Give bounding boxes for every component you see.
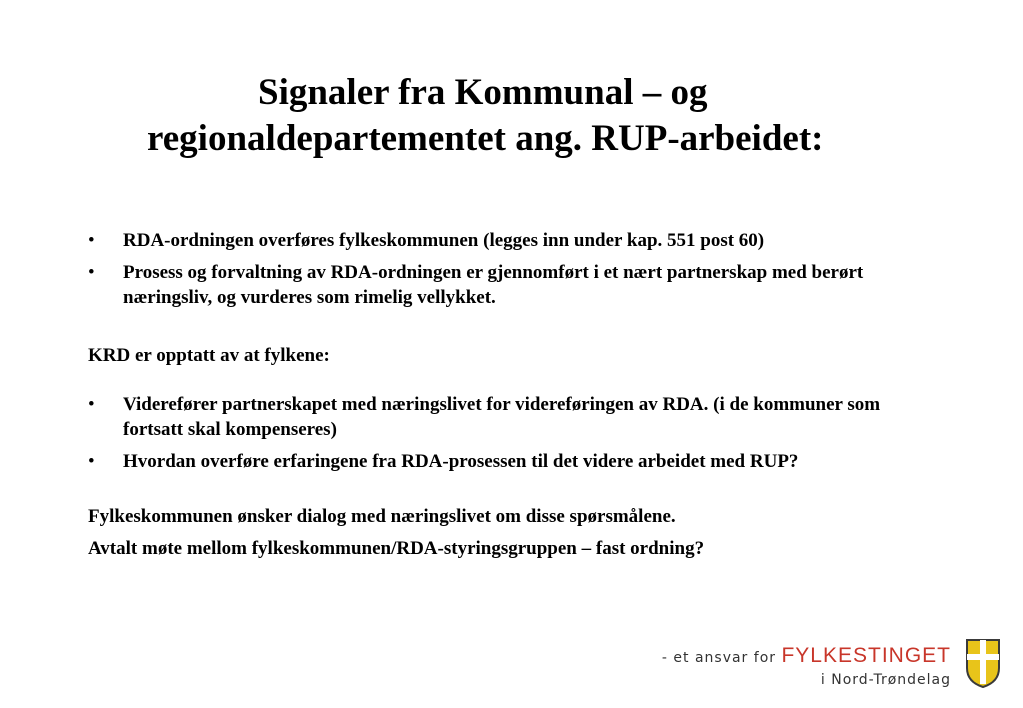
fylkestinget-logo <box>661 638 1011 694</box>
bullet-text: RDA-ordningen overføres fylkeskommunen (legges inn under kap. 551 post 60) <box>123 230 765 251</box>
bullet-list-1 <box>88 228 938 310</box>
bullet-item <box>88 449 938 474</box>
bullet-icon: • <box>88 230 95 251</box>
bullet-icon: • <box>88 262 95 283</box>
bullet-text: Prosess og forvaltning av RDA-ordningen er gjennomført i et nært partnerskap med berørt næringsliv, og vurderes som rimelig vellykket. <box>123 262 864 308</box>
bullet-icon: • <box>88 394 95 415</box>
coat-of-arms-shield-icon <box>965 638 1001 688</box>
logo-tagline <box>662 644 951 668</box>
bullet-text: Viderefører partnerskapet med næringslivet for videreføringen av RDA. (i de kommuner som fortsatt skal kompenseres) <box>123 394 881 440</box>
slide-title <box>0 70 1023 162</box>
krd-paragraph: KRD er opptatt av at fylkene: <box>88 345 330 366</box>
slide-body <box>88 228 938 561</box>
bullet-item <box>88 228 938 253</box>
title-line-1: Signaler fra Kommunal – og <box>258 72 708 113</box>
bullet-list-2 <box>88 392 938 474</box>
logo-prefix: - et ansvar for <box>661 650 777 666</box>
logo-brand: FYLKESTINGET <box>781 644 951 667</box>
bullet-text: Hvordan overføre erfaringene fra RDA-prosessen til det videre arbeidet med RUP? <box>123 451 799 472</box>
closing-line-1: Fylkeskommunen ønsker dialog med næringslivet om disse spørsmålene. <box>88 506 676 527</box>
logo-region: i Nord-Trøndelag <box>820 672 951 688</box>
title-line-2: regionaldepartementet ang. RUP-arbeidet: <box>147 118 824 159</box>
bullet-item <box>88 260 938 310</box>
bullet-icon: • <box>88 451 95 472</box>
bullet-item <box>88 392 938 442</box>
closing-line-2: Avtalt møte mellom fylkeskommunen/RDA-styringsgruppen – fast ordning? <box>88 538 705 559</box>
